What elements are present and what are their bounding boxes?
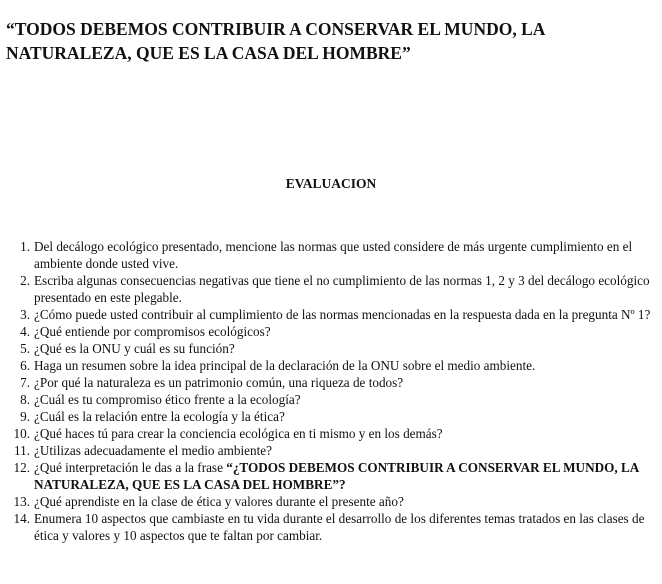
question-quoted-phrase: “¿TODOS DEBEMOS CONTRIBUIR A CONSERVAR EL MUNDO, LA NATURALEZA, QUE ES LA CASA DEL HOMBRE”? xyxy=(34,460,639,492)
question-number: 11. xyxy=(14,443,30,458)
question-item-14 xyxy=(13,510,660,544)
page-heading: “TODOS DEBEMOS CONTRIBUIR A CONSERVAR EL MUNDO, LA NATURALEZA, QUE ES LA CASA DEL HOMBRE” xyxy=(6,19,545,63)
question-item-9 xyxy=(20,408,660,425)
question-item-3 xyxy=(20,306,660,323)
question-text: ¿Cuál es tu compromiso ético frente a la ecología? xyxy=(34,392,301,407)
question-text: Enumera 10 aspectos que cambiaste en tu vida durante el desarrollo de los diferentes temas tratados en las clases de ética y valores y 10 aspectos que te faltan por cambiar. xyxy=(34,511,645,543)
question-text: ¿Cuál es la relación entre la ecología y la ética? xyxy=(34,409,285,424)
question-item-8 xyxy=(20,391,660,408)
question-text: ¿Qué haces tú para crear la conciencia ecológica en ti mismo y en los demás? xyxy=(34,426,443,441)
question-item-13 xyxy=(13,493,660,510)
question-text: Haga un resumen sobre la idea principal de la declaración de la ONU sobre el medio ambiente. xyxy=(34,358,536,373)
question-number: 14. xyxy=(13,511,30,526)
question-item-11 xyxy=(14,442,660,459)
evaluation-title: EVALUACION xyxy=(285,176,377,191)
question-number: 8. xyxy=(20,392,30,407)
question-text: ¿Qué interpretación le das a la frase xyxy=(34,460,227,475)
question-number: 3. xyxy=(20,307,30,322)
question-item-10 xyxy=(13,425,660,442)
question-text: Del decálogo ecológico presentado, mencione las normas que usted considere de más urgente cumplimiento en el ambiente donde usted vive. xyxy=(34,239,633,271)
question-number: 1. xyxy=(20,239,30,254)
question-item-5 xyxy=(20,340,660,357)
question-item-1 xyxy=(20,238,660,272)
question-text: ¿Por qué la naturaleza es un patrimonio común, una riqueza de todos? xyxy=(34,375,404,390)
question-item-6 xyxy=(20,357,660,374)
question-number: 5. xyxy=(20,341,30,356)
question-number: 9. xyxy=(20,409,30,424)
question-number: 7. xyxy=(20,375,30,390)
question-text: ¿Qué aprendiste en la clase de ética y valores durante el presente año? xyxy=(34,494,404,509)
question-text: ¿Cómo puede usted contribuir al cumplimiento de las normas mencionadas en la respuesta dada en la pregunta Nº 1? xyxy=(34,307,651,322)
question-number: 13. xyxy=(13,494,30,509)
question-list xyxy=(13,238,660,544)
question-item-12 xyxy=(13,459,660,493)
question-text: ¿Qué es la ONU y cuál es su función? xyxy=(34,341,235,356)
question-number: 4. xyxy=(20,324,30,339)
question-item-2 xyxy=(20,272,660,306)
question-text: ¿Utilizas adecuadamente el medio ambiente? xyxy=(34,443,272,458)
question-number: 2. xyxy=(20,273,30,288)
question-item-4 xyxy=(20,323,660,340)
question-number: 12. xyxy=(13,460,30,475)
question-number: 10. xyxy=(13,426,30,441)
question-number: 6. xyxy=(20,358,30,373)
question-text: ¿Qué entiende por compromisos ecológicos? xyxy=(34,324,271,339)
question-item-7 xyxy=(20,374,660,391)
question-text: Escriba algunas consecuencias negativas que tiene el no cumplimiento de las normas 1, 2 y 3 del decálogo ecológico presentado en este plegable. xyxy=(34,273,650,305)
